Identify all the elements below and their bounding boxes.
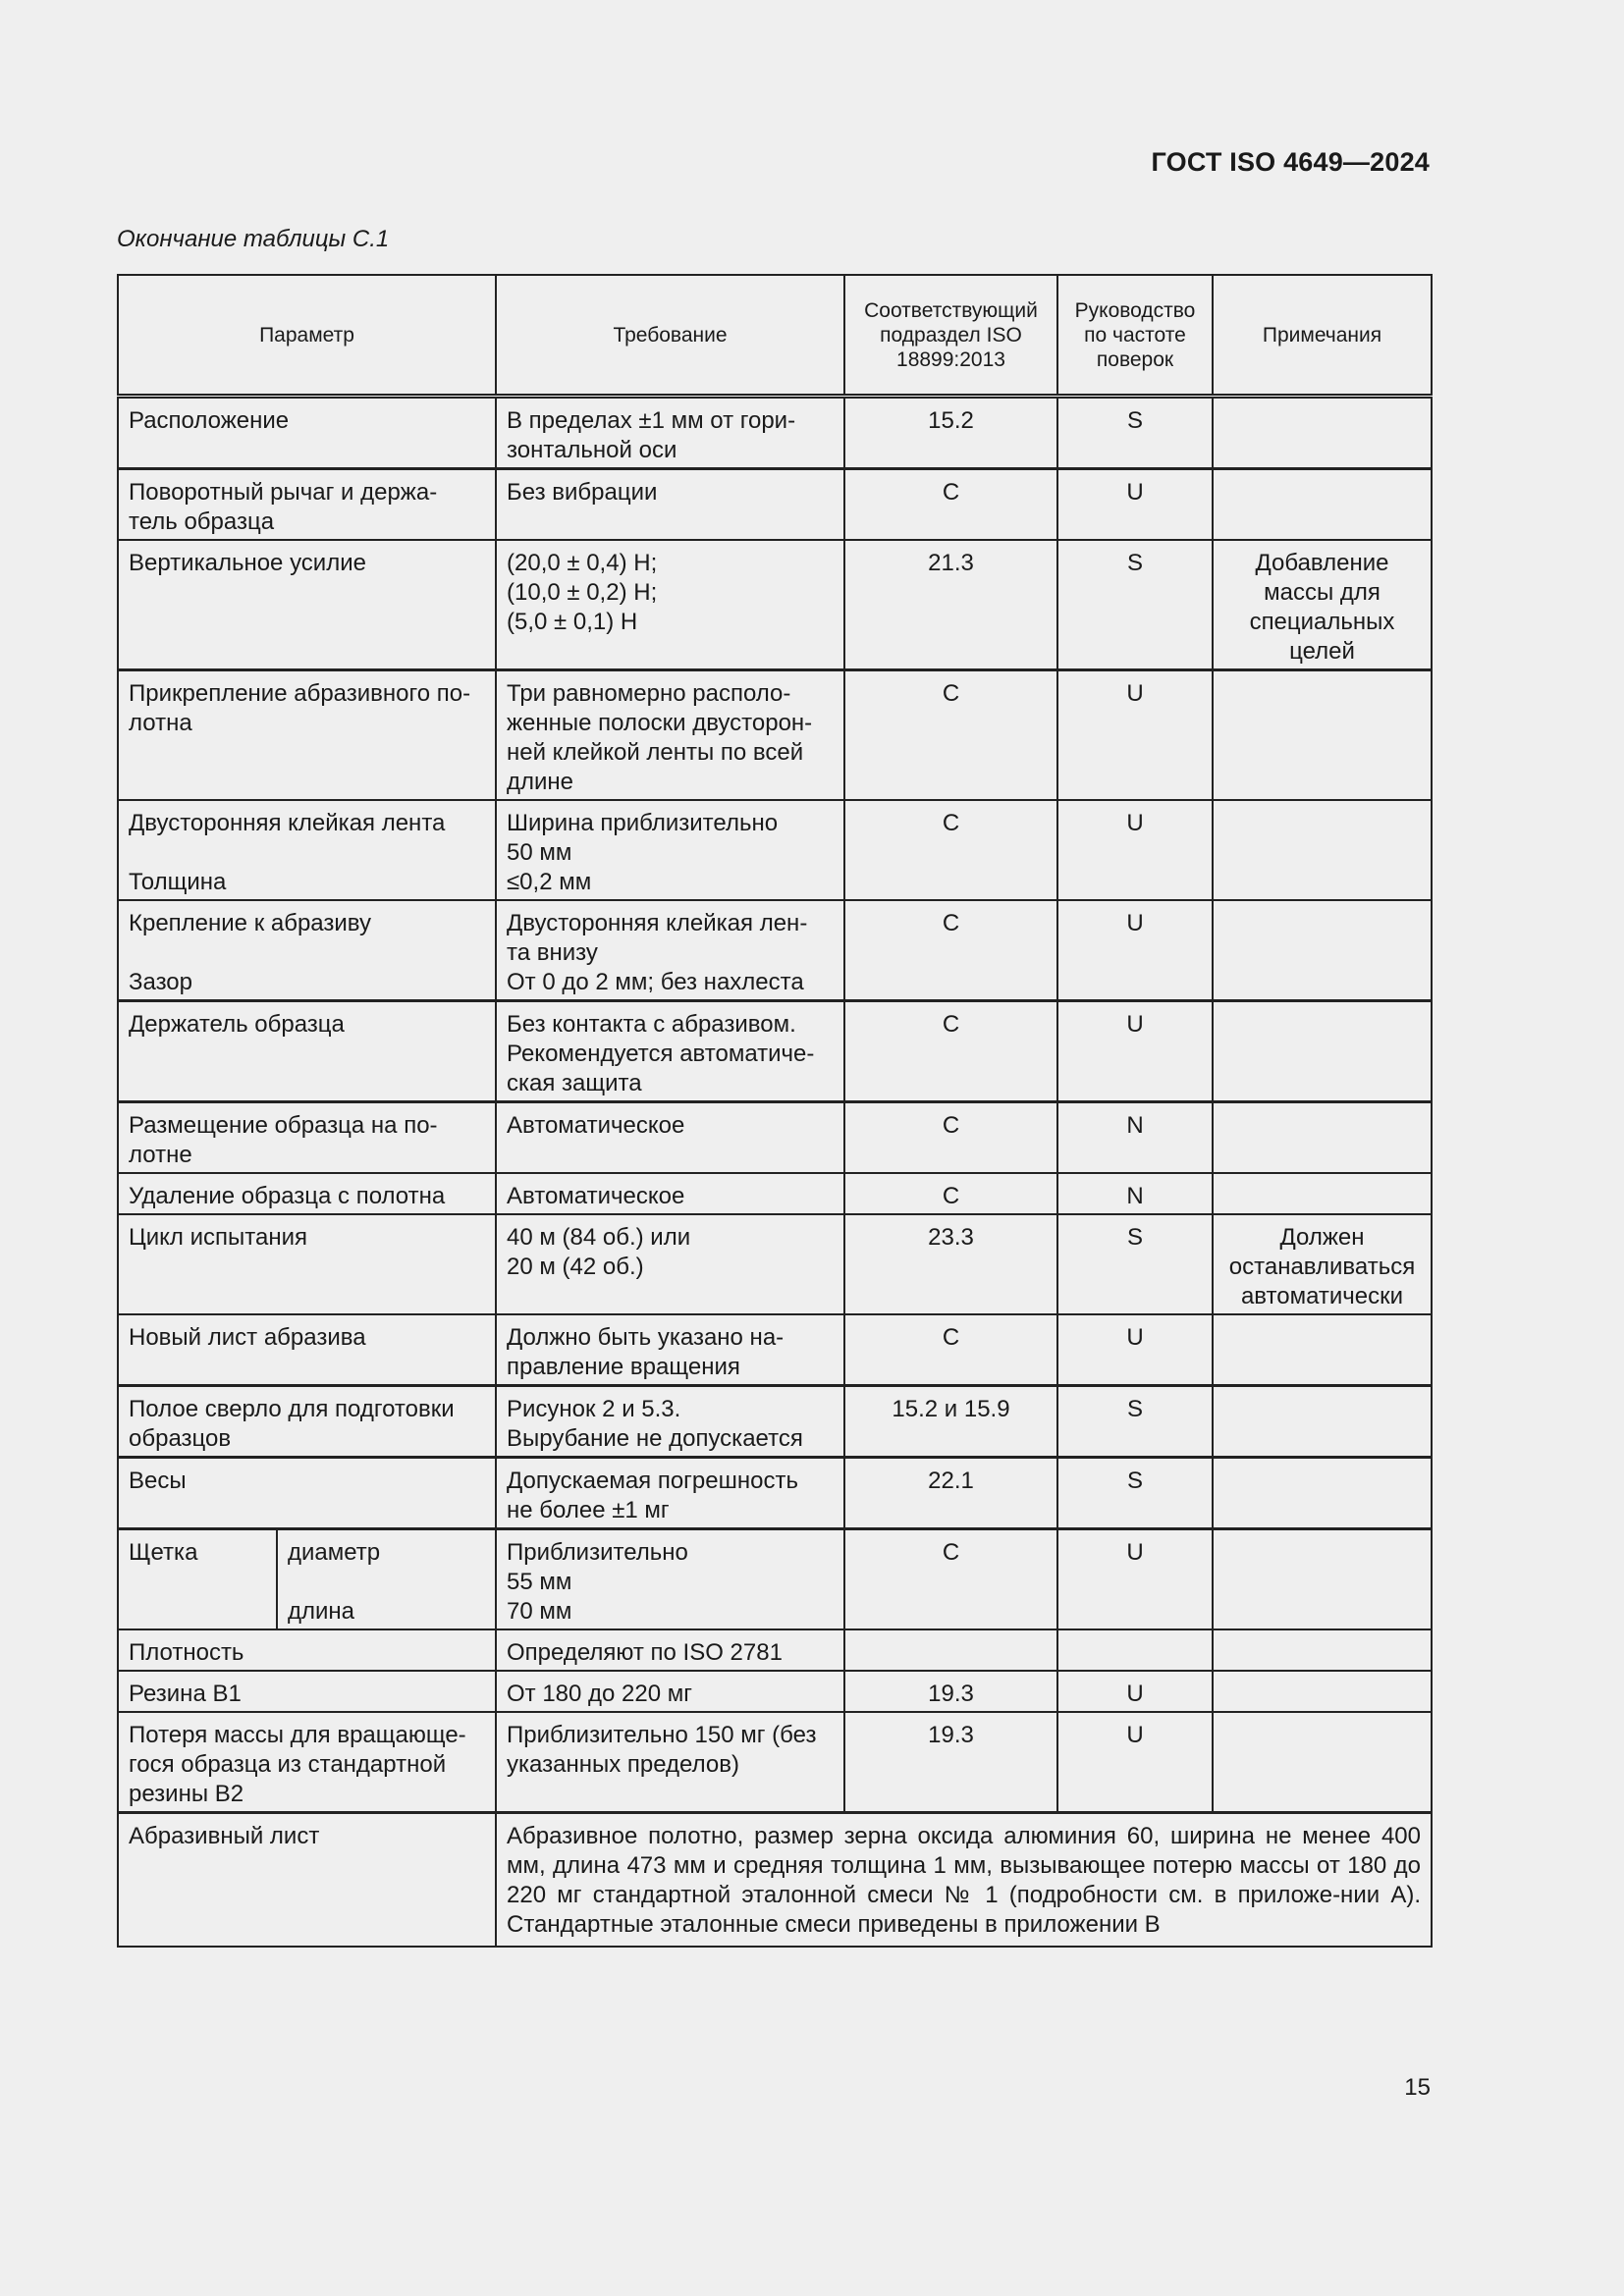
notes-cell [1213, 1529, 1432, 1630]
brush-label: Щетка [119, 1530, 278, 1629]
subclause-cell: C [844, 800, 1057, 900]
column-header-requirement: Требование [496, 275, 844, 397]
notes-cell [1213, 397, 1432, 469]
parameter-cell: Держатель образца [118, 1001, 496, 1102]
table-row [118, 1386, 1432, 1458]
requirements-table [117, 274, 1433, 1948]
requirement-cell: (20,0 ± 0,4) Н; (10,0 ± 0,2) Н; (5,0 ± 0,1) Н [496, 540, 844, 670]
notes-cell: Добавление массы для специальных целей [1213, 540, 1432, 670]
frequency-cell: S [1057, 1458, 1213, 1529]
requirements-table-container [117, 274, 1431, 1948]
notes-cell [1213, 670, 1432, 801]
column-header-parameter: Параметр [118, 275, 496, 397]
table-row [118, 1102, 1432, 1174]
requirement-cell: От 180 до 220 мг [496, 1671, 844, 1712]
table-row [118, 900, 1432, 1001]
document-id: ГОСТ ISO 4649—2024 [1151, 147, 1430, 177]
column-header-notes: Примечания [1213, 275, 1432, 397]
table-caption: Окончание таблицы С.1 [117, 226, 390, 252]
table-header-row [118, 275, 1432, 397]
frequency-cell: U [1057, 1529, 1213, 1630]
parameter-cell: Прикрепление абразивного по- лотна [118, 670, 496, 801]
subclause-cell: 23.3 [844, 1214, 1057, 1314]
requirement-cell: Определяют по ISO 2781 [496, 1629, 844, 1671]
frequency-cell: S [1057, 1386, 1213, 1458]
requirement-cell: Должно быть указано на- правление вращения [496, 1314, 844, 1386]
parameter-cell: Плотность [118, 1629, 496, 1671]
parameter-cell: Размещение образца на по- лотне [118, 1102, 496, 1174]
subclause-cell: C [844, 670, 1057, 801]
table-row [118, 540, 1432, 670]
parameter-cell: Абразивный лист [118, 1813, 496, 1948]
subclause-cell: 22.1 [844, 1458, 1057, 1529]
subclause-cell: 21.3 [844, 540, 1057, 670]
parameter-cell: Вертикальное усилие [118, 540, 496, 670]
notes-cell [1213, 1458, 1432, 1529]
table-row [118, 1629, 1432, 1671]
page-number: 15 [1404, 2074, 1431, 2101]
table-row [118, 670, 1432, 801]
frequency-cell: S [1057, 397, 1213, 469]
subclause-cell: C [844, 1529, 1057, 1630]
requirement-cell: Ширина приблизительно 50 мм ≤0,2 мм [496, 800, 844, 900]
table-row [118, 1173, 1432, 1214]
subclause-cell: 19.3 [844, 1712, 1057, 1813]
frequency-cell: U [1057, 1314, 1213, 1386]
requirement-cell: Двусторонняя клейкая лен- та внизу От 0 до 2 мм; без нахлеста [496, 900, 844, 1001]
abrasive-description-cell: Абразивное полотно, размер зерна оксида алюминия 60, ширина не менее 400 мм, длина 473 мм и средняя толщина 1 мм, вызывающее потерю массы от 180 до 220 мг стандартной эталонной смеси № 1 (подробности см. в приложе-нии А). Стандартные эталонные смеси приведены в приложении В [496, 1813, 1432, 1948]
frequency-cell: S [1057, 1214, 1213, 1314]
frequency-cell: U [1057, 800, 1213, 900]
parameter-cell: Весы [118, 1458, 496, 1529]
table-row [118, 1001, 1432, 1102]
table-row [118, 1529, 1432, 1630]
subclause-cell: C [844, 1001, 1057, 1102]
table-row [118, 1458, 1432, 1529]
notes-cell [1213, 1173, 1432, 1214]
frequency-cell: U [1057, 1712, 1213, 1813]
requirement-cell: Без контакта с абразивом. Рекомендуется автоматиче- ская защита [496, 1001, 844, 1102]
notes-cell [1213, 1102, 1432, 1174]
requirement-cell: 40 м (84 об.) или 20 м (42 об.) [496, 1214, 844, 1314]
frequency-cell: U [1057, 900, 1213, 1001]
requirement-cell: В пределах ±1 мм от гори- зонтальной оси [496, 397, 844, 469]
frequency-cell: N [1057, 1102, 1213, 1174]
frequency-cell: U [1057, 1671, 1213, 1712]
requirement-cell: Три равномерно располо- женные полоски двусторон- ней клейкой ленты по всей длине [496, 670, 844, 801]
notes-cell [1213, 1386, 1432, 1458]
requirement-cell: Автоматическое [496, 1102, 844, 1174]
notes-cell [1213, 1671, 1432, 1712]
requirement-cell: Приблизительно 55 мм 70 мм [496, 1529, 844, 1630]
frequency-cell [1057, 1629, 1213, 1671]
parameter-cell: Резина В1 [118, 1671, 496, 1712]
notes-cell [1213, 1712, 1432, 1813]
brush-diameter-label: диаметр [288, 1539, 381, 1566]
subclause-cell [844, 1629, 1057, 1671]
frequency-cell: U [1057, 469, 1213, 541]
notes-cell [1213, 900, 1432, 1001]
requirement-cell: Допускаемая погрешность не более ±1 мг [496, 1458, 844, 1529]
notes-cell [1213, 1314, 1432, 1386]
table-row [118, 469, 1432, 541]
requirement-cell: Приблизительно 150 мг (без указанных пределов) [496, 1712, 844, 1813]
table-row [118, 1314, 1432, 1386]
parameter-cell [118, 1529, 496, 1630]
table-row [118, 1813, 1432, 1948]
table-row [118, 1671, 1432, 1712]
notes-cell [1213, 1629, 1432, 1671]
frequency-cell: U [1057, 1001, 1213, 1102]
column-header-frequency: Руководство по частоте поверок [1057, 275, 1213, 397]
notes-cell [1213, 1001, 1432, 1102]
parameter-cell: Поворотный рычаг и держа- тель образца [118, 469, 496, 541]
parameter-cell: Цикл испытания [118, 1214, 496, 1314]
subclause-cell: C [844, 1314, 1057, 1386]
frequency-cell: U [1057, 670, 1213, 801]
subclause-cell: C [844, 1102, 1057, 1174]
table-row [118, 1712, 1432, 1813]
subclause-cell: C [844, 1173, 1057, 1214]
requirement-cell: Рисунок 2 и 5.3. Вырубание не допускается [496, 1386, 844, 1458]
parameter-cell: Крепление к абразиву Зазор [118, 900, 496, 1001]
parameter-cell: Полое сверло для подготовки образцов [118, 1386, 496, 1458]
subclause-cell: 15.2 и 15.9 [844, 1386, 1057, 1458]
notes-cell [1213, 469, 1432, 541]
parameter-cell: Новый лист абразива [118, 1314, 496, 1386]
parameter-cell: Удаление образца с полотна [118, 1173, 496, 1214]
requirement-cell: Автоматическое [496, 1173, 844, 1214]
subclause-cell: C [844, 900, 1057, 1001]
subclause-cell: 19.3 [844, 1671, 1057, 1712]
frequency-cell: S [1057, 540, 1213, 670]
brush-length-label: длина [288, 1598, 355, 1625]
subclause-cell: 15.2 [844, 397, 1057, 469]
table-row [118, 397, 1432, 469]
parameter-cell: Двусторонняя клейкая лента Толщина [118, 800, 496, 900]
notes-cell [1213, 800, 1432, 900]
notes-cell: Должен останавливаться автоматически [1213, 1214, 1432, 1314]
parameter-cell: Потеря массы для вращающе- гося образца из стандартной резины В2 [118, 1712, 496, 1813]
subclause-cell: C [844, 469, 1057, 541]
parameter-cell: Расположение [118, 397, 496, 469]
table-row [118, 1214, 1432, 1314]
column-header-subclause: Соответствующий подраздел ISO 18899:2013 [844, 275, 1057, 397]
requirement-cell: Без вибрации [496, 469, 844, 541]
frequency-cell: N [1057, 1173, 1213, 1214]
table-row [118, 800, 1432, 900]
